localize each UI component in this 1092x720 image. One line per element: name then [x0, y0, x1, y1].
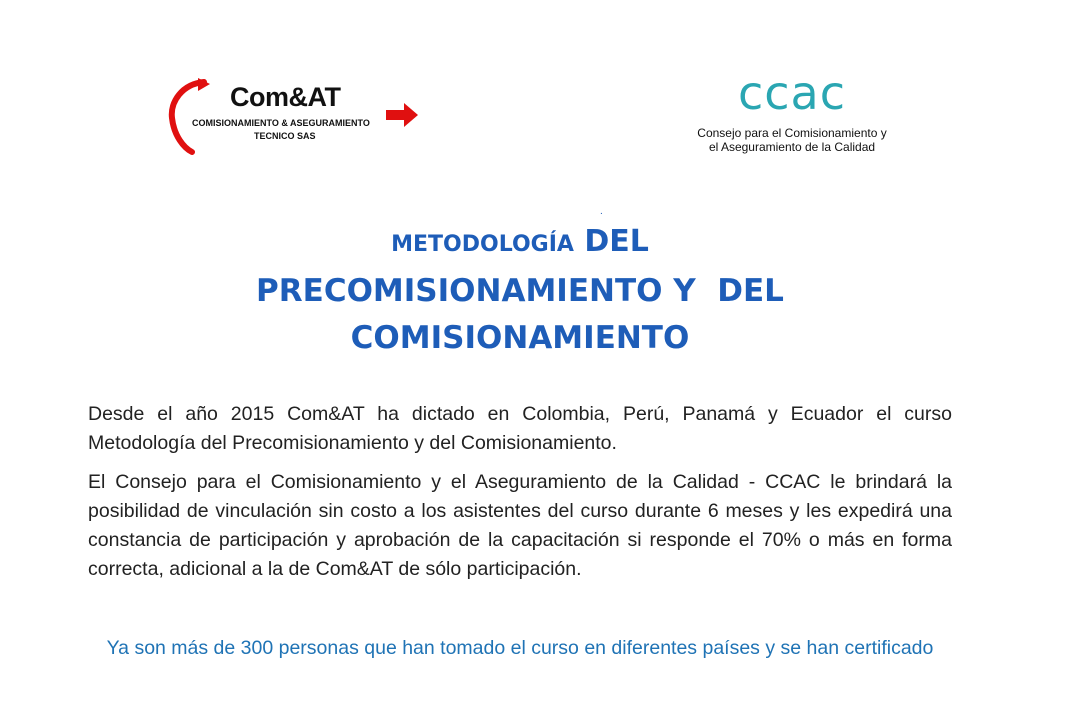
comat-subtitle-1: COMISIONAMIENTO & ASEGURAMIENTO — [192, 118, 370, 128]
highlight-text: Ya son más de 300 personas que han tomado el curso en diferentes países y se han certificado — [106, 637, 934, 659]
title-line-1a: METODOLOGÍA — [391, 232, 574, 257]
ccac-logo — [672, 68, 912, 158]
title-line-1 — [160, 220, 880, 267]
ccac-subtitle — [672, 126, 912, 154]
ccac-subtitle-1: Consejo para el Comisionamiento y — [697, 126, 887, 140]
ccac-subtitle-2: el Aseguramiento de la Calidad — [708, 140, 876, 154]
paragraph: Desde el año 2015 Com&AT ha dictado en Colombia, Perú, Panamá y Ecuador el curso Metodología del Precomisionamiento y del Comisionamiento. — [88, 403, 952, 454]
title-line-3: COMISIONAMIENTO — [350, 320, 690, 356]
paragraph: El Consejo para el Comisionamiento y el Aseguramiento de la Calidad - CCAC le brindará la posibilidad de vinculación sin costo a los asistentes del curso durante 6 meses y les expedirá una constancia de participación y aprobación de la capacitación si responde el 70% o más en forma correcta, adicional a la de Com&AT de sólo participación. — [88, 471, 952, 580]
body-text — [88, 400, 952, 594]
comat-logo — [168, 78, 423, 156]
comat-name: Com&AT — [230, 82, 341, 112]
title-dot: . — [600, 206, 603, 217]
title-line-2: PRECOMISIONAMIENTO Y DEL — [256, 273, 784, 309]
page-title — [160, 220, 880, 361]
ccac-mark: ccac — [737, 66, 847, 120]
title-line-1b: DEL — [584, 224, 649, 259]
comat-subtitle-2: TECNICO SAS — [254, 131, 316, 141]
